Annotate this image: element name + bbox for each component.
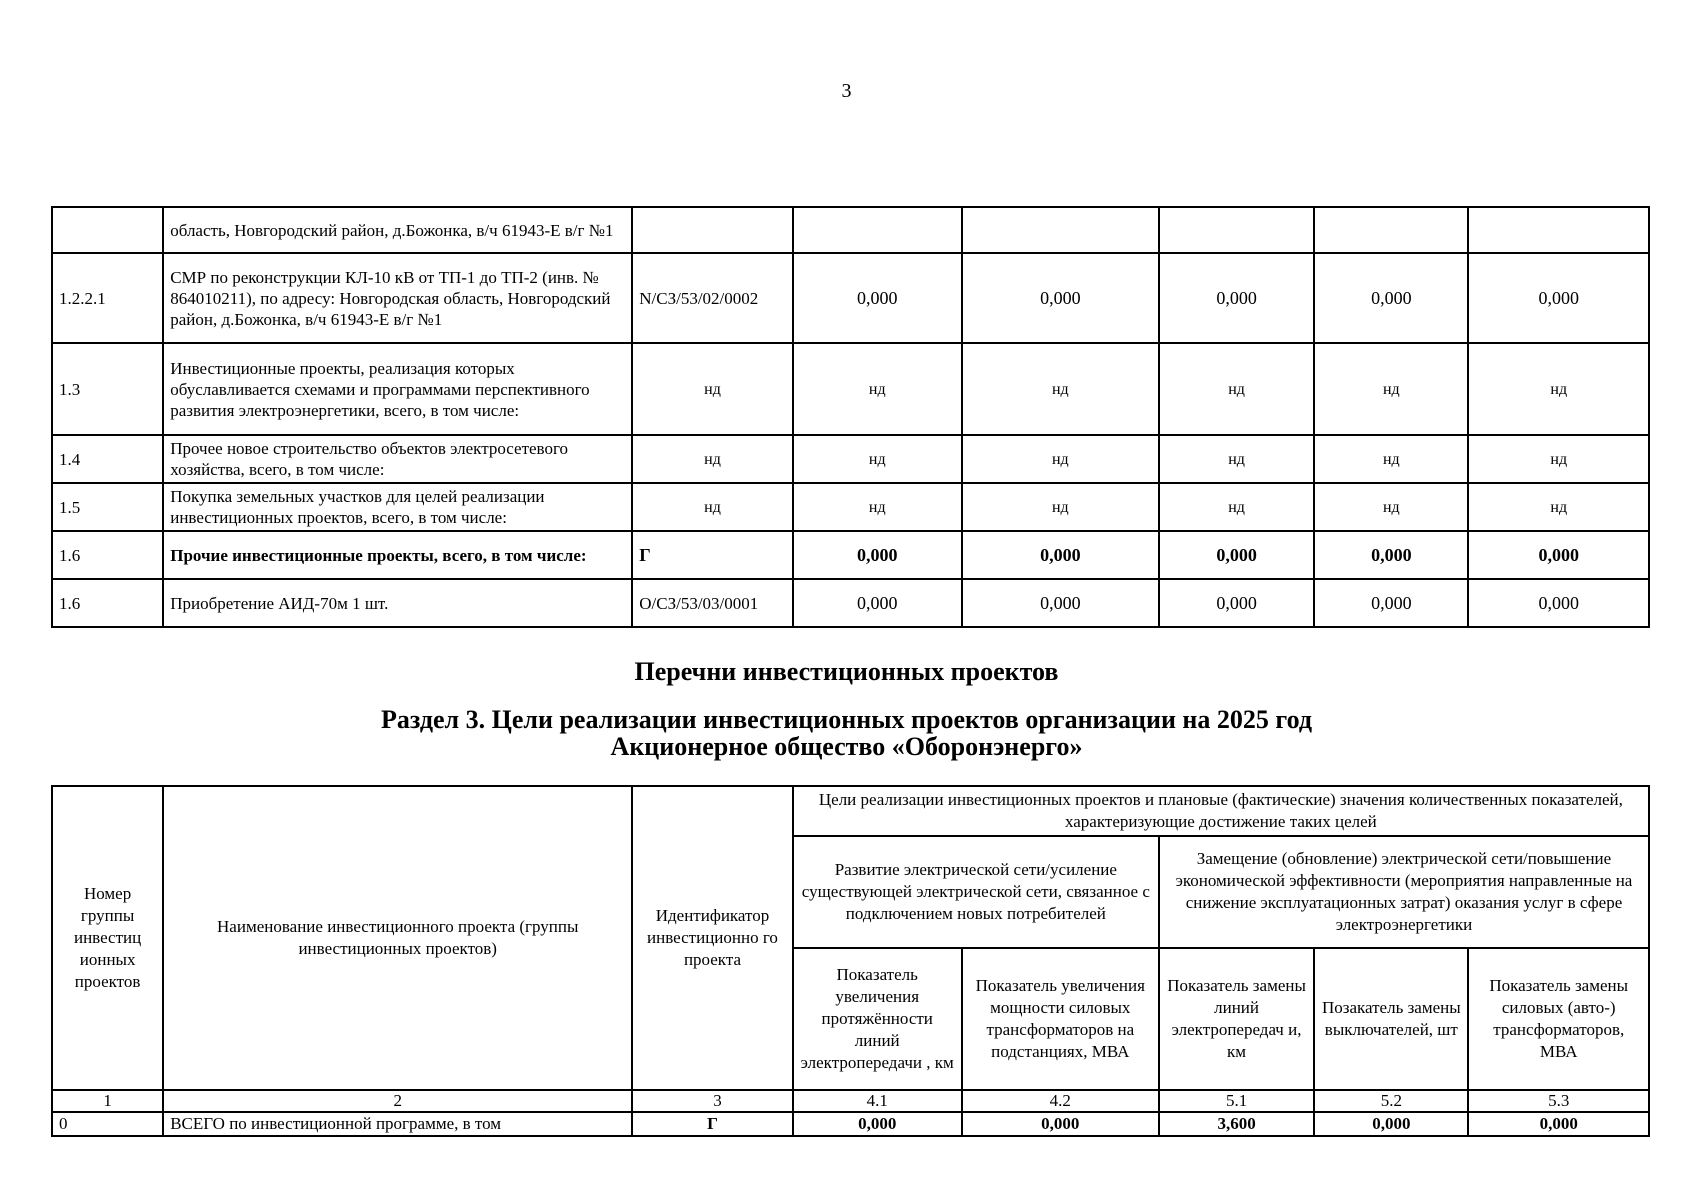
value-cell: нд	[1314, 483, 1468, 531]
value-cell	[1159, 207, 1314, 253]
row-number: 1.6	[52, 579, 163, 627]
value-cell: нд	[1468, 343, 1649, 435]
value-cell: нд	[1468, 483, 1649, 531]
value-cell: нд	[962, 483, 1159, 531]
column-numbers-row	[52, 1090, 1649, 1112]
value-cell: нд	[1159, 483, 1314, 531]
table-row	[52, 531, 1649, 579]
table-row	[52, 435, 1649, 483]
header-group-number: Номер группы инвестиц ионных проектов	[52, 786, 163, 1090]
column-number: 2	[163, 1090, 632, 1112]
value-cell	[793, 207, 962, 253]
value-cell: 0,000	[1314, 531, 1468, 579]
value-cell: нд	[793, 483, 962, 531]
project-id: N/СЗ/53/02/0002	[632, 253, 793, 343]
value-cell: 0,000	[962, 531, 1159, 579]
value-cell: 0,000	[1159, 531, 1314, 579]
value-cell: нд	[793, 435, 962, 483]
column-number: 1	[52, 1090, 163, 1112]
page-number: 3	[841, 80, 852, 102]
value-cell: 0,000	[1159, 253, 1314, 343]
project-name: Приобретение АИД-70м 1 шт.	[163, 579, 632, 627]
column-number: 5.3	[1468, 1090, 1649, 1112]
list-title: Перечни инвестиционных проектов	[634, 657, 1059, 686]
value-cell: 0,000	[1468, 253, 1649, 343]
header-col-5-1: Показатель замены линий электропередач и, км	[1159, 948, 1314, 1090]
project-id: нд	[632, 483, 793, 531]
table-row	[52, 483, 1649, 531]
header-goals: Цели реализации инвестиционных проектов и плановые (фактические) значения количественных показателей, характеризующие достижение таких целей	[793, 786, 1649, 836]
value-cell: 0,000	[1314, 1112, 1468, 1136]
value-cell: 0,000	[793, 253, 962, 343]
value-cell: 0,000	[1159, 579, 1314, 627]
value-cell: нд	[962, 435, 1159, 483]
header-row	[52, 786, 1649, 836]
project-id: нд	[632, 343, 793, 435]
project-id: Г	[632, 1112, 793, 1136]
table-row	[52, 579, 1649, 627]
column-number: 4.1	[793, 1090, 962, 1112]
project-name: Покупка земельных участков для целей реализации инвестиционных проектов, всего, в том числе:	[163, 483, 632, 531]
value-cell: 0,000	[793, 531, 962, 579]
project-name: СМР по реконструкции КЛ-10 кВ от ТП-1 до ТП-2 (инв. № 864010211), по адресу: Новгородская область, Новгородский район, д.Божонка, в/ч 61943-Е в/г №1	[163, 253, 632, 343]
header-col-4-1: Показатель увеличения протяжённости линий электропередачи , км	[793, 948, 962, 1090]
project-name: Инвестиционные проекты, реализация которых обуславливается схемами и программами перспективного развития электроэнергетики, всего, в том числе:	[163, 343, 632, 435]
value-cell	[1314, 207, 1468, 253]
table-row	[52, 1112, 1649, 1136]
column-number: 3	[632, 1090, 793, 1112]
table-row	[52, 343, 1649, 435]
project-name: Прочее новое строительство объектов электросетевого хозяйства, всего, в том числе:	[163, 435, 632, 483]
project-id: О/СЗ/53/03/0001	[632, 579, 793, 627]
project-name: область, Новгородский район, д.Божонка, в/ч 61943-Е в/г №1	[163, 207, 632, 253]
project-name: Прочие инвестиционные проекты, всего, в том числе:	[163, 531, 632, 579]
row-number: 1.6	[52, 531, 163, 579]
header-col-5-2: Позакатель замены выключателей, шт	[1314, 948, 1468, 1090]
project-id	[632, 207, 793, 253]
value-cell: нд	[1159, 435, 1314, 483]
value-cell: нд	[1159, 343, 1314, 435]
header-goal-development: Развитие электрической сети/усиление существующей электрической сети, связанное с подключением новых потребителей	[793, 836, 1159, 948]
row-number: 1.5	[52, 483, 163, 531]
header-col-5-3: Показатель замены силовых (авто-) трансформаторов, МВА	[1468, 948, 1649, 1090]
table-row	[52, 207, 1649, 253]
value-cell: нд	[793, 343, 962, 435]
value-cell: 0,000	[962, 579, 1159, 627]
project-id: нд	[632, 435, 793, 483]
header-goal-replacement: Замещение (обновление) электрической сети/повышение экономической эффективности (мероприятия направленные на снижение эксплуатационных затрат) оказания услуг в сфере электроэнергетики	[1159, 836, 1649, 948]
value-cell: 0,000	[793, 1112, 962, 1136]
value-cell: 3,600	[1159, 1112, 1314, 1136]
header-project-id: Идентификатор инвестиционно го проекта	[632, 786, 793, 1090]
value-cell: 0,000	[1468, 531, 1649, 579]
row-number: 0	[52, 1112, 163, 1136]
projects-table	[51, 206, 1650, 628]
value-cell: 0,000	[1314, 579, 1468, 627]
row-number: 1.3	[52, 343, 163, 435]
value-cell: 0,000	[962, 1112, 1159, 1136]
value-cell	[1468, 207, 1649, 253]
value-cell: 0,000	[793, 579, 962, 627]
header-col-4-2: Показатель увеличения мощности силовых трансформаторов на подстанциях, МВА	[962, 948, 1159, 1090]
column-number: 4.2	[962, 1090, 1159, 1112]
value-cell: нд	[1314, 435, 1468, 483]
value-cell: 0,000	[1468, 1112, 1649, 1136]
header-project-name: Наименование инвестиционного проекта (группы инвестиционных проектов)	[163, 786, 632, 1090]
row-number	[52, 207, 163, 253]
value-cell: нд	[1468, 435, 1649, 483]
row-number: 1.4	[52, 435, 163, 483]
project-id: Г	[632, 531, 793, 579]
value-cell: 0,000	[1468, 579, 1649, 627]
column-number: 5.2	[1314, 1090, 1468, 1112]
section-title: Раздел 3. Цели реализации инвестиционных проектов организации на 2025 год	[381, 705, 1312, 734]
table-row	[52, 253, 1649, 343]
goals-table	[51, 785, 1650, 1137]
value-cell: 0,000	[1314, 253, 1468, 343]
value-cell	[962, 207, 1159, 253]
value-cell: 0,000	[962, 253, 1159, 343]
project-name: ВСЕГО по инвестиционной программе, в том	[163, 1112, 632, 1136]
organization-name: Акционерное общество «Оборонэнерго»	[610, 732, 1083, 761]
value-cell: нд	[1314, 343, 1468, 435]
column-number: 5.1	[1159, 1090, 1314, 1112]
row-number: 1.2.2.1	[52, 253, 163, 343]
value-cell: нд	[962, 343, 1159, 435]
